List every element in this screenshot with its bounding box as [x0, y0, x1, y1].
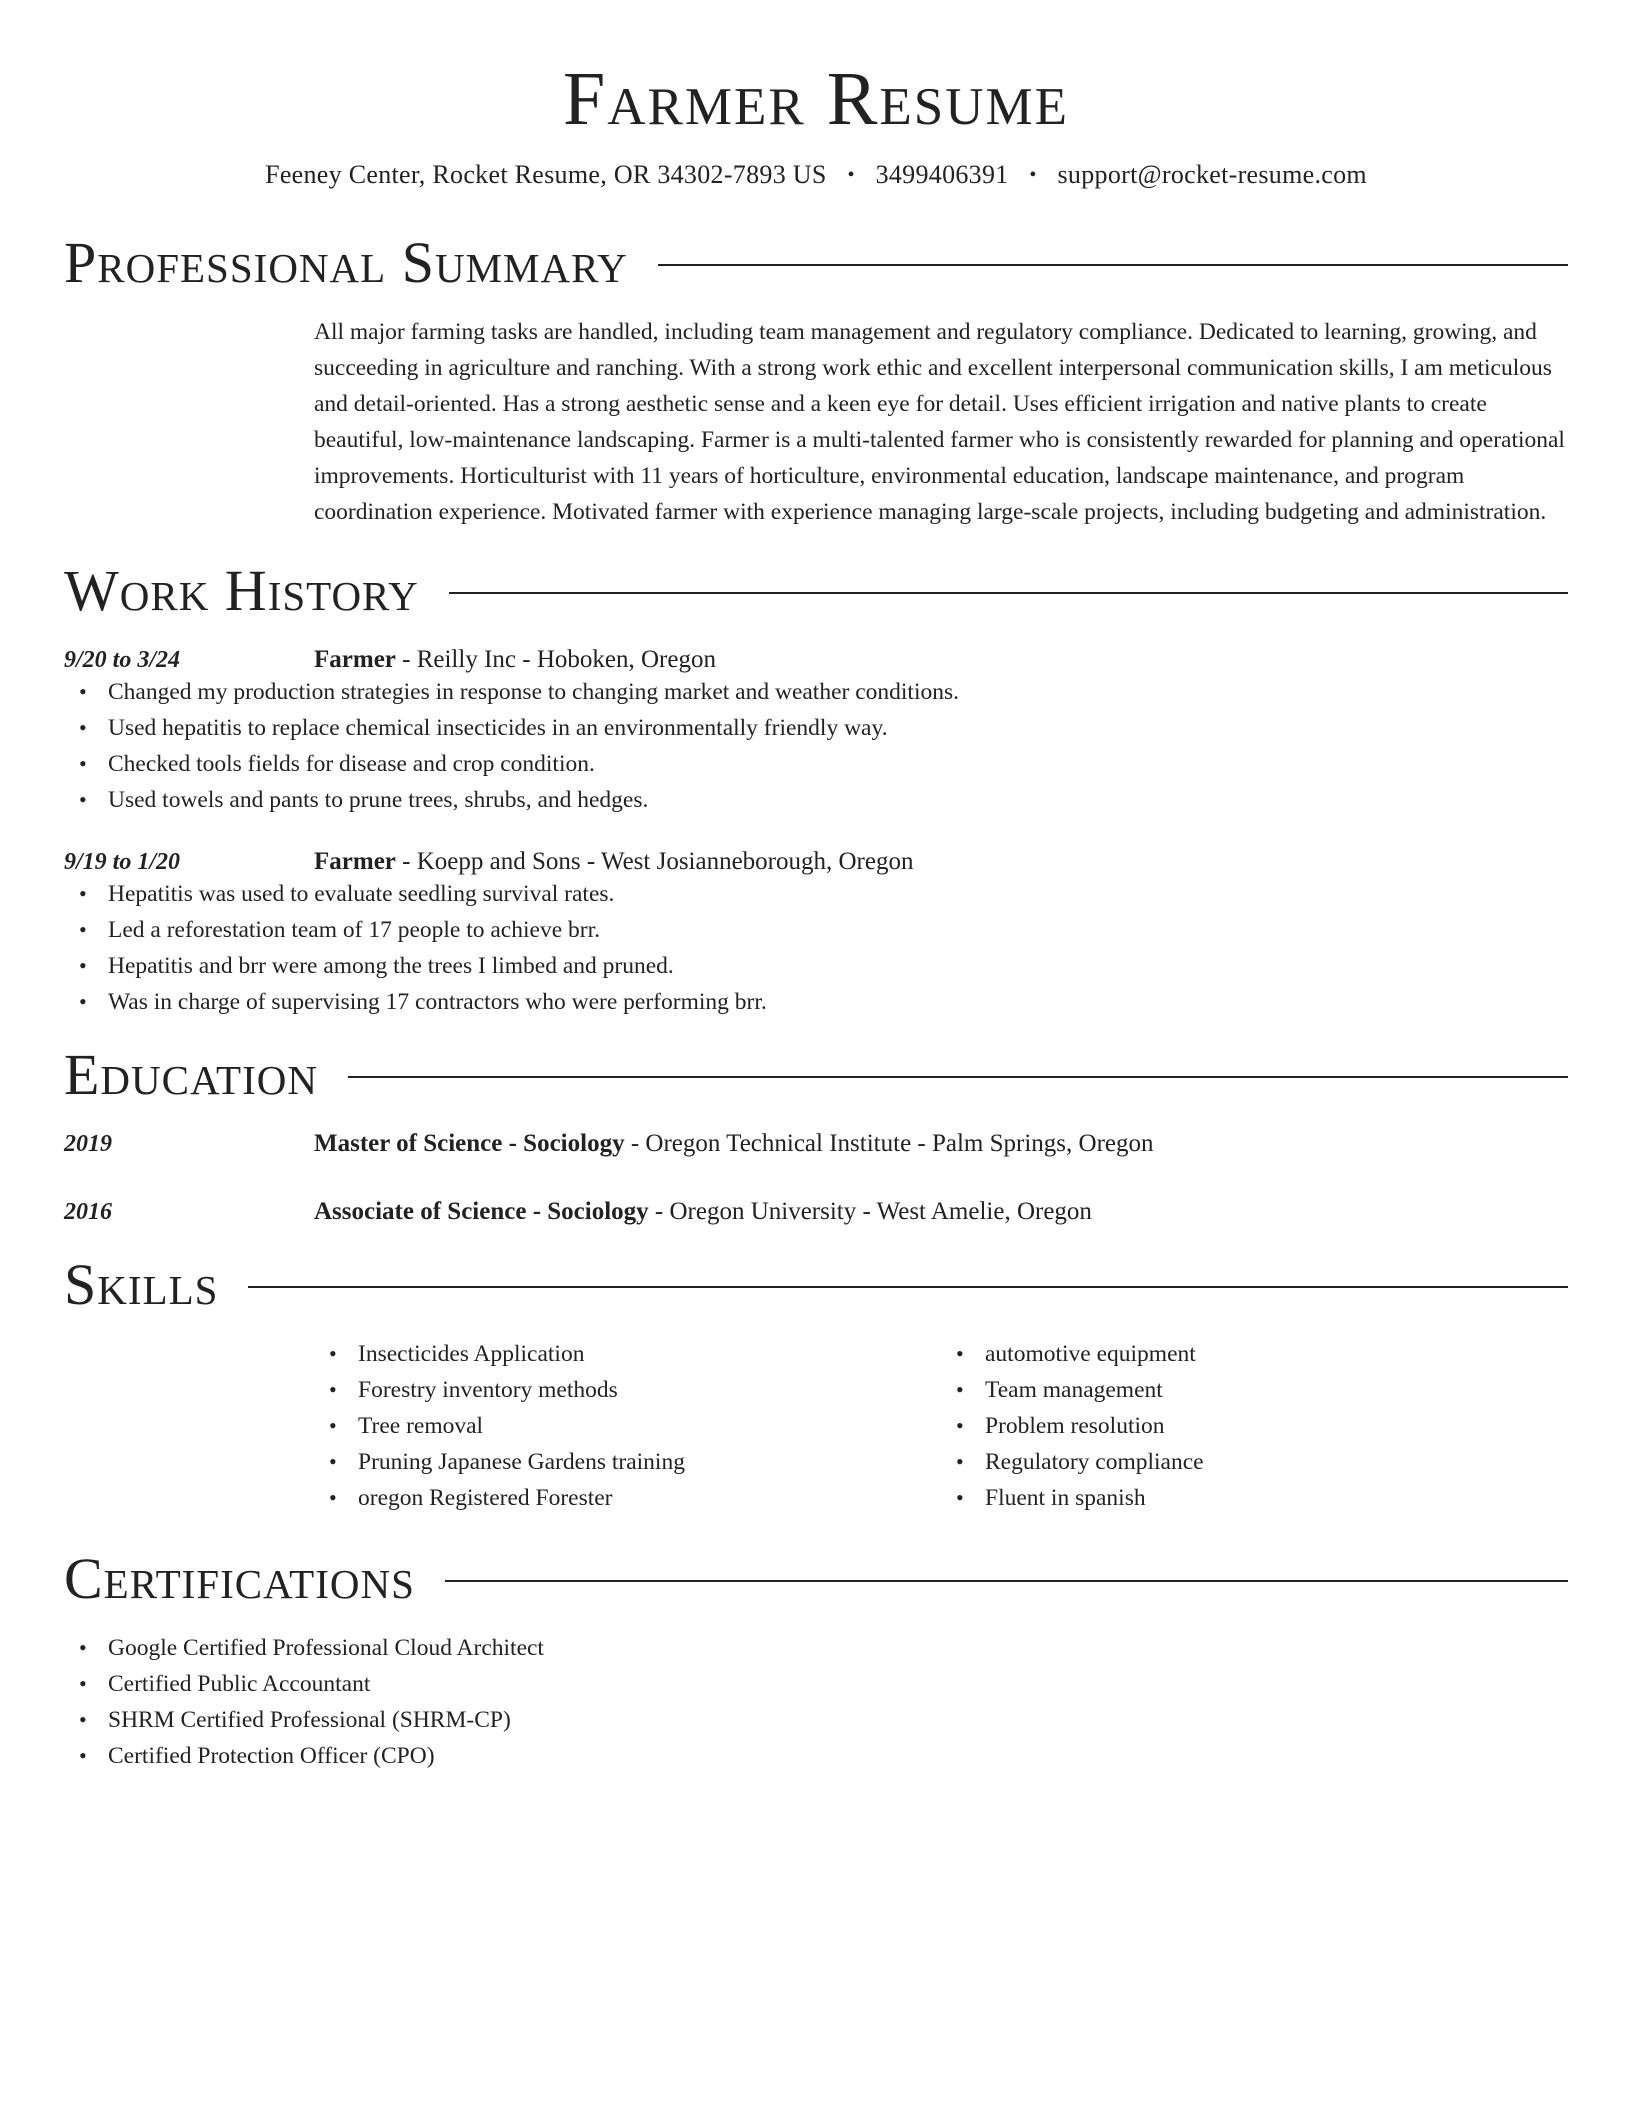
job-title: Farmer: [314, 848, 396, 876]
education-details: - Oregon Technical Institute - Palm Springs, Oregon: [624, 1130, 1154, 1158]
skill-item: • Team management: [985, 1372, 1568, 1408]
section-title-education: Education: [64, 1042, 318, 1108]
education-line: [314, 1130, 1154, 1158]
section-divider: [658, 264, 1568, 266]
skill-item: • Problem resolution: [985, 1408, 1568, 1444]
skill-item: • Regulatory compliance: [985, 1444, 1568, 1480]
resume-name: Farmer Resume: [562, 57, 1070, 141]
education-degree: Master of Science - Sociology: [314, 1130, 625, 1158]
section-divider: [248, 1286, 1568, 1288]
certification-item: • Certified Public Accountant: [108, 1666, 1568, 1702]
education-entry: [64, 1198, 1568, 1226]
education-entry: [64, 1130, 1568, 1158]
skill-item: • Tree removal: [358, 1408, 941, 1444]
skill-item: • Forestry inventory methods: [358, 1372, 941, 1408]
list-item: • Used hepatitis to replace chemical insecticides in an environmentally friendly way.: [108, 710, 1568, 746]
contact-address: Feeney Center, Rocket Resume, OR 34302-7893 US: [265, 160, 827, 190]
contact-email: support@rocket-resume.com: [1057, 160, 1367, 190]
job-entry: [64, 646, 1568, 818]
job-header: [64, 848, 1568, 876]
skill-item: • oregon Registered Forester: [358, 1480, 941, 1516]
certification-item: • SHRM Certified Professional (SHRM-CP): [108, 1702, 1568, 1738]
job-title: Farmer: [314, 646, 396, 674]
skills-column-left: [314, 1336, 941, 1516]
contact-separator: •: [847, 164, 855, 187]
contact-line: [64, 160, 1568, 190]
skill-item: • Fluent in spanish: [985, 1480, 1568, 1516]
section-title-certifications: Certifications: [64, 1546, 415, 1612]
job-entry: [64, 848, 1568, 1020]
contact-phone: 3499406391: [875, 160, 1009, 190]
job-dates: 9/19 to 1/20: [64, 849, 181, 876]
education-year: 2019: [64, 1131, 112, 1158]
job-dates: 9/20 to 3/24: [64, 647, 181, 674]
section-divider: [445, 1580, 1568, 1582]
education-year: 2016: [64, 1199, 112, 1226]
section-header-work: [64, 558, 1568, 624]
job-details: - Koepp and Sons - West Josianneborough, Oregon: [395, 848, 914, 876]
section-divider: [449, 592, 1568, 594]
summary-text: All major farming tasks are handled, including team management and regulatory compliance. Dedicated to learning, growing, and succeeding in agriculture and ranching. With a strong work ethic and excellent interpersonal communication skills, I am meticulous and detail-oriented. Has a strong aesthetic sense and a keen eye for detail. Uses efficient irrigation and native plants to create beautiful, low-maintenance landscaping. Farmer is a multi-talented farmer who is consistently rewarded for planning and operational improvements. Horticulturist with 11 years of horticulture, environmental education, landscape maintenance, and program coordination experience. Motivated farmer with experience managing large-scale projects, including budgeting and administration.: [314, 319, 1565, 526]
section-header-certifications: [64, 1546, 1568, 1612]
section-header-summary: [64, 230, 1568, 296]
list-item: • Used towels and pants to prune trees, shrubs, and hedges.: [108, 782, 1568, 818]
section-divider: [348, 1076, 1568, 1078]
skills-column-right: [941, 1336, 1568, 1516]
certification-item: • Certified Protection Officer (CPO): [108, 1738, 1568, 1774]
skills-grid: [314, 1336, 1568, 1516]
list-item: • Was in charge of supervising 17 contractors who were performing brr.: [108, 984, 1568, 1020]
section-title-skills: Skills: [64, 1252, 219, 1318]
skill-item: • automotive equipment: [985, 1336, 1568, 1372]
section-title-summary: Professional Summary: [64, 230, 628, 296]
education-details: - Oregon University - West Amelie, Oregon: [648, 1198, 1092, 1226]
certifications-list: [64, 1630, 1568, 1774]
section-header-skills: [64, 1252, 1568, 1318]
list-item: • Hepatitis was used to evaluate seedling survival rates.: [108, 876, 1568, 912]
certification-item: • Google Certified Professional Cloud Architect: [108, 1630, 1568, 1666]
list-item: • Led a reforestation team of 17 people to achieve brr.: [108, 912, 1568, 948]
section-header-education: [64, 1042, 1568, 1108]
job-title-line: [314, 848, 913, 876]
contact-separator: •: [1029, 164, 1037, 187]
job-title-line: [314, 646, 716, 674]
job-bullets: [64, 674, 1568, 818]
list-item: • Changed my production strategies in response to changing market and weather conditions.: [108, 674, 1568, 710]
section-title-work: Work History: [64, 558, 419, 624]
job-details: - Reilly Inc - Hoboken, Oregon: [395, 646, 716, 674]
skill-item: • Insecticides Application: [358, 1336, 941, 1372]
skill-item: • Pruning Japanese Gardens training: [358, 1444, 941, 1480]
job-header: [64, 646, 1568, 674]
education-line: [314, 1198, 1092, 1226]
job-bullets: [64, 876, 1568, 1020]
education-degree: Associate of Science - Sociology: [314, 1198, 649, 1226]
list-item: • Checked tools fields for disease and crop condition.: [108, 746, 1568, 782]
list-item: • Hepatitis and brr were among the trees I limbed and pruned.: [108, 948, 1568, 984]
